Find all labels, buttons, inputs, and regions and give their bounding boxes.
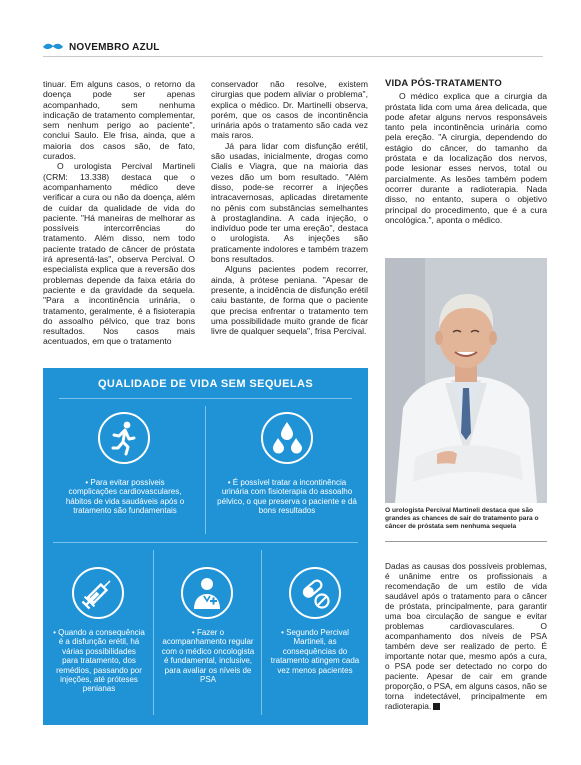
article-column-1 [43,79,195,347]
paragraph: O médico explica que a cirurgia da próstata lida com uma área delicada, que pode afetar alguns nervos responsáveis tanto pela incontinência urinária como pela ereção. "A cirurgia, dependendo do estágio do câncer, do tamanho da próstata e da localização dos nervos, pode lesionar esses nervos, total ou parcialmente. As lesões também podem ocorrer durante a radioterapia. Nada disso, no entanto, supera o objetivo principal do procedimento, que é a cura oncológica.", aponta o médico. [385,91,547,225]
running-person-icon [98,412,150,464]
panel-divider [153,550,154,715]
header-divider [43,56,543,57]
paragraph: tinuar. Em alguns casos, o retorno da doença pode ser apenas acompanhado, sem nenhuma indicação de tratamento complementar, sem nenhum perigo ao paciente", conclui Saulo. Ele frisa, ainda, que a maioria dos casos são, de fato, curados. [43,79,195,162]
panel-title: QUALIDADE DE VIDA SEM SEQUELAS [97,378,314,390]
paragraph: Dadas as causas dos possíveis problemas, é unânime entre os profissionais a recomendação de um estilo de vida saudável após o tratamento para o câncer de próstata, principalmente, para garantir uma boa circulação de sangue e evitar problemas cardiovasculares. O acompanhamento dos níveis de PSA também deve ser realizado de perto. É importante notar que, mesmo após a cura, o PSA pode ser detectado no corpo do paciente. Apesar de cair em grande proporção, o PSA, em alguns casos, não se torna indetectável, principalmente em radioterapia. [385,561,547,711]
end-of-article-mark [433,703,440,710]
panel-item-text: • Quando a consequência é a disfunção erétil, há várias possibilidades para tratamento, dos remédios, passando por injeções, até próteses penianas [53,628,145,694]
panel-divider [53,542,358,543]
header-title: NOVEMBRO AZUL [69,41,160,53]
info-panel [43,368,368,725]
panel-item-text: • Para evitar possíveis complicações cardiovasculares, hábitos de vida saudáveis após o tratamento são fundamentais [65,478,185,516]
doctor-portrait-illustration [385,258,547,503]
paragraph: O urologista Percival Martineli (CRM: 13.338) destaca que o acompanhamento médico deve verificar a cura ou não da doença, além de cuidar da qualidade de vida do paciente. "Há maneiras de melhorar as possíveis intercorrências do tratamento. Além disso, nem todo paciente tratado de câncer de próstata irá apresentá-las", observa Percival. O especialista explica que a reversão dos problemas depende da faixa etária do paciente e da gravidade da sequela. "Para a incontinência urinária, o tratamento, geralmente, é a fisioterapia do assoalho pélvico, que traz bons resultados. Nos casos mais acentuados, em que o tratamento [43,161,195,347]
photo-caption: O urologista Percival Martineli destaca que são grandes as chances de sair do tratamento para o câncer de próstata sem nenhuma sequela [385,507,539,530]
doctor-photo [385,258,547,503]
drops-icon [261,412,313,464]
panel-item-text: • Fazer o acompanhamento regular com o médico oncologista é fundamental, inclusive, para avaliar os níveis de PSA [161,628,255,685]
section-header [43,40,160,54]
section-title: VIDA PÓS-TRATAMENTO [385,78,502,89]
caption-divider [385,541,547,542]
doctor-icon [181,567,233,619]
panel-item-text: • Segundo Percival Martineli, as consequências do tratamento atingem cada vez menos pacientes [270,628,360,675]
article-column-3-continued [385,561,547,711]
panel-divider [205,406,206,534]
syringe-icon [72,567,124,619]
paragraph: Alguns pacientes podem recorrer, ainda, à prótese peniana. "Apesar de presente, a incidência de disfunção erétil caiu bastante, de forma que o paciente que precisa enfrentar o tratamento tem uma possibilidade muito grande de ficar livre de qualquer sequela", frisa Percival. [211,264,368,337]
article-column-2 [211,79,368,336]
article-column-3 [385,79,547,225]
panel-divider [261,550,262,715]
panel-title-divider [59,398,352,399]
paragraph: conservador não resolve, existem cirurgias que podem aliviar o problema", explica o médico. Dr. Martinelli observa, porém, que os casos de incontinência urinária após o tratamento são cada vez mais raros. [211,79,368,141]
pills-icon [289,567,341,619]
paragraph: Já para lidar com disfunção erétil, são usadas, inicialmente, drogas como Cialis e Viagra, que na maioria das vezes dão um bom resultado. "Além disso, pode-se recorrer a injeções intracavernosas, aplicadas diretamente no pênis com substâncias semelhantes à prostaglandina. A cada injeção, o indivíduo pode ter uma ereção", destaca o urologista. As injeções são praticamente indolores e também trazem bons resultados. [211,140,368,265]
panel-item-text: • É possível tratar a incontinência urinária com fisioterapia do assoalho pélvico, o que preserva o paciente e dá bons resultados [217,478,357,516]
mustache-icon [43,43,63,51]
